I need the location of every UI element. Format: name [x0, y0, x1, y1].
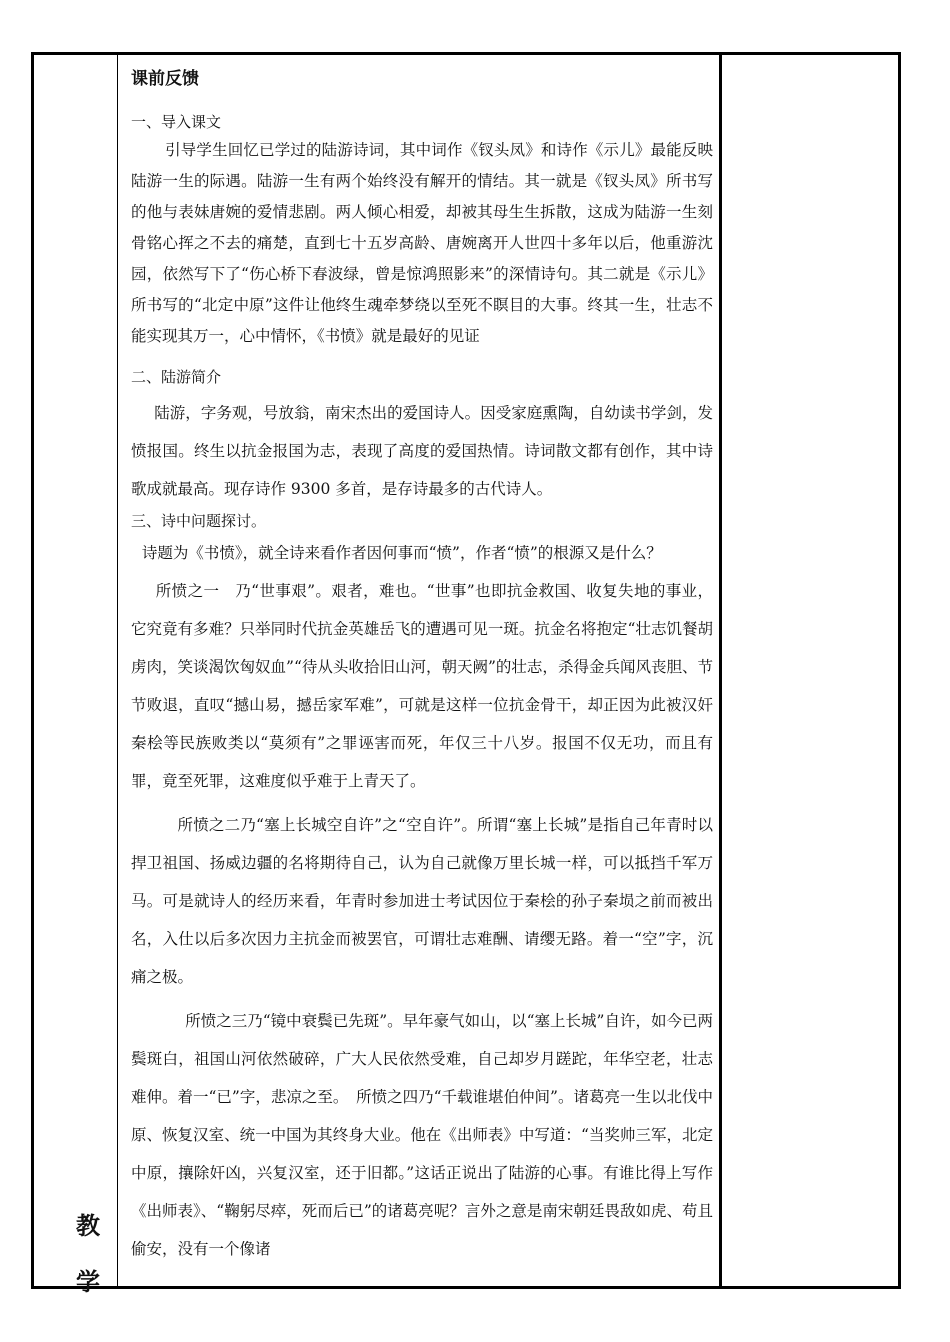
- section-title: 课前反馈: [131, 69, 199, 89]
- bio-paragraph: 陆游，字务观，号放翁，南宋杰出的爱国诗人。因受家庭熏陶，自幼读书学剑，发愤报国。终生以抗金报国为志，表现了高度的爱国热情。诗词散文都有创作，其中诗歌成就最高。现存诗作 9300 多首，是存诗最多的古代诗人。: [131, 404, 713, 498]
- question-paragraph: 诗题为《书愤》，就全诗来看作者因何事而“愤”，作者“愤”的根源又是什么？: [141, 544, 662, 562]
- anger-three-four-paragraph: 所愤之三乃“镜中衰鬓已先斑”。早年豪气如山，以“塞上长城”自许，如今已两鬓斑白，祖国山河依然破碎，广大人民依然受难，自己却岁月蹉跎，年华空老，壮志难伸。着一“已”字，悲凉之至。 所愤之四乃“千载谁堪伯仲间”。诸葛亮一生以北伐中原、恢复汉室、统一中国为其终身大业。他在《出师表》中写道：“当奖帅三军，北定中原，攘除奸凶，兴复汉室，还于旧都。”这话正说出了陆游的心事。有谁比得上写作《出师表》、“鞠躬尽瘁，死而后已”的诸葛亮呢？言外之意是南宋朝廷畏敌如虎、苟且偷安，没有一个像诸: [131, 1012, 713, 1258]
- lesson-content: [131, 64, 713, 1268]
- column-divider-left: [117, 52, 118, 1289]
- heading-discussion: 三、诗中问题探讨。: [131, 512, 267, 530]
- anger-one-paragraph: 所愤之一 乃“世事艰”。艰者，难也。“世事”也即抗金救国、收复失地的事业，它究竟有多难？只举同时代抗金英雄岳飞的遭遇可见一斑。抗金名将抱定“壮志饥餐胡虏肉，笑谈渴饮匈奴血”“待从头收拾旧山河，朝天阙”的壮志，杀得金兵闻风丧胆、节节败退，直叹“撼山易，撼岳家军难”，可就是这样一位抗金骨干，却正因为此被汉奸秦桧等民族败类以“莫须有”之罪诬害而死，年仅三十八岁。报国不仅无功，而且有罪，竟至死罪，这难度似乎难于上青天了。: [131, 582, 713, 790]
- anger-two-paragraph: 所愤之二乃“塞上长城空自许”之“空自许”。所谓“塞上长城”是指自己年青时以捍卫祖国、扬威边疆的名将期待自己，认为自己就像万里长城一样，可以抵挡千军万马。可是就诗人的经历来看，年青时参加进士考试因位于秦桧的孙子秦埙之前而被出名，入仕以后多次因力主抗金而被罢官，可谓壮志难酬、请缨无路。着一“空”字，沉痛之极。: [131, 816, 713, 986]
- table-left-border: [31, 52, 34, 1289]
- table-right-border: [898, 52, 901, 1289]
- heading-intro: 一、导入课文: [131, 113, 222, 131]
- heading-bio: 二、陆游简介: [131, 368, 222, 386]
- intro-paragraph: 引导学生回忆已学过的陆游诗词，其中词作《钗头凤》和诗作《示儿》最能反映陆游一生的际遇。陆游一生有两个始终没有解开的情结。其一就是《钗头凤》所书写的他与表妹唐婉的爱情悲剧。两人倾心相爱，却被其母生生拆散，这成为陆游一生刻骨铭心挥之不去的痛楚，直到七十五岁高龄、唐婉离开人世四十多年以后，他重游沈园，依然写下了“伤心桥下春波绿，曾是惊鸿照影来”的深情诗句。其二就是《示儿》所书写的“北定中原”这件让他终生魂牵梦绕以至死不瞑目的大事。终其一生，壮志不能实现其万一，心中情怀，《书愤》就是最好的见证: [131, 141, 713, 345]
- column-divider-mid: [719, 52, 722, 1289]
- table-bottom-border: [31, 1286, 901, 1289]
- side-label-char-2: 学: [76, 1268, 100, 1296]
- table-top-border: [31, 52, 901, 55]
- side-label-char-1: 教: [76, 1212, 100, 1240]
